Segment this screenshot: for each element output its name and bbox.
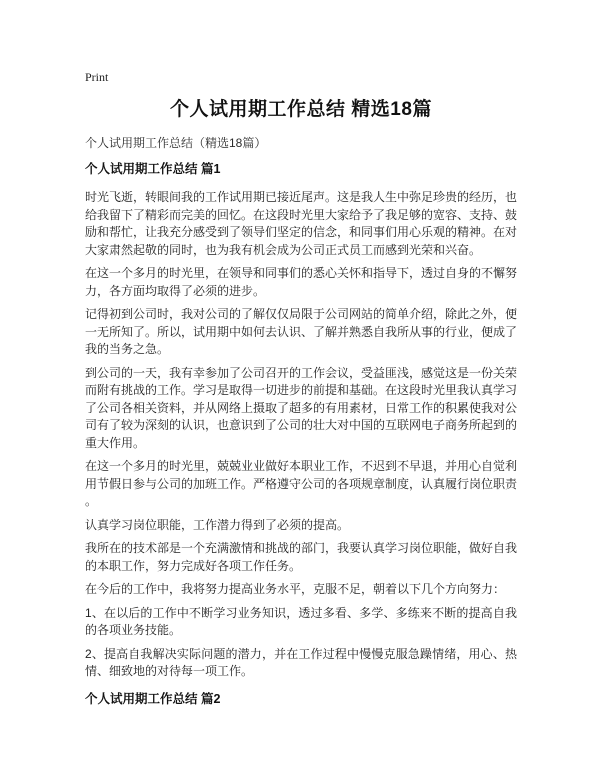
paragraph: 时光飞逝，转眼间我的工作试用期已接近尾声。这是我人生中弥足珍贵的经历，也给我留下了精彩而完美的回忆。在这段时光里大家给予了我足够的宽容、支持、鼓励和帮忙，让我充分感受到了领导们坚定的信念，和同事们用心乐观的精神。在对大家肃然起敬的同时，也为我有机会成为公司正式员工而感到光荣和兴奋。 [85,190,518,257]
paragraph: 1、在以后的工作中不断学习业务知识，透过多看、多学、多练来不断的提高自我的各项业务技能。 [85,605,517,637]
page-title: 个人试用期工作总结 精选18篇 [170,99,432,120]
paragraph: 到公司的一天，我有幸参加了公司召开的工作会议，受益匪浅，感觉这是一份关荣而附有挑战的工作。学习是取得一切进步的前提和基础。在这段时光里我认真学习了公司各相关资料，并从网络上摄取了超多的有用素材，日常工作的积累使我对公司有了较为深刻的认识，也意识到了公司的壮大对中国的互联网电子商务所起到的重大作用。 [85,365,518,450]
paragraph: 在今后的工作中，我将努力提高业务水平，克服不足，朝着以下几个方向努力： [85,582,506,596]
section-heading-1: 个人试用期工作总结 篇1 [85,162,221,176]
paragraph: 2、提高自我解决实际问题的潜力，并在工作过程中慢慢克服急躁情绪，用心、热情、细致地的对待每一项工作。 [85,646,517,678]
paragraph: 记得初到公司时，我对公司的了解仅仅局限于公司网站的简单介绍，除此之外，便一无所知了。所以，试用期中如何去认识、了解并熟悉自我所从事的行业，便成了我的当务之急。 [85,307,518,356]
paragraph: 认真学习岗位职能，工作潜力得到了必须的提高。 [85,517,350,532]
print-link[interactable]: Print [85,70,109,84]
section-heading-2: 个人试用期工作总结 篇2 [85,691,221,706]
paragraph: 在这一个多月的时光里，兢兢业业做好本职业工作，不迟到不早退，并用心自觉利用节假日参与公司的加班工作。严格遵守公司的各项规章制度，认真履行岗位职责。 [85,459,518,508]
paragraph: 在这一个多月的时光里，在领导和同事们的悉心关怀和指导下，透过自身的不懈努力，各方面均取得了必须的进步。 [85,266,518,298]
paragraph: 我所在的技术部是一个充满激情和挑战的部门，我要认真学习岗位职能，做好自我的本职工作，努力完成好各项工作任务。 [85,541,518,573]
doc-subtitle: 个人试用期工作总结（精选18篇） [85,136,267,150]
